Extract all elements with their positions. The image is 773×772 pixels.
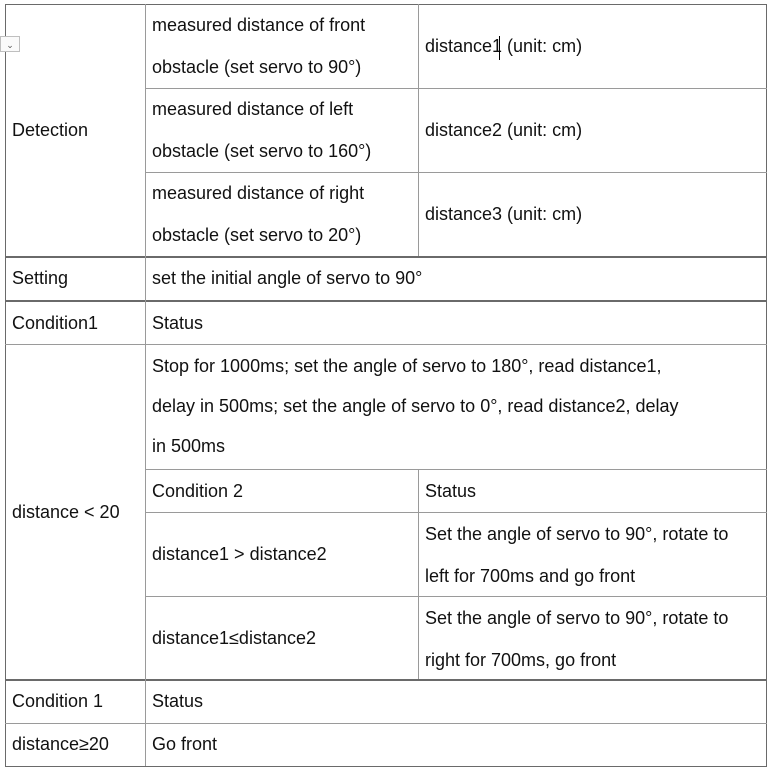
row-divider <box>5 344 767 345</box>
table-move-handle-icon[interactable]: ⌄ <box>0 36 20 52</box>
setting-value: set the initial angle of servo to 90° <box>152 268 423 288</box>
front-variable: distance1 (unit: cm) <box>425 36 583 56</box>
status-line2: left for 700ms and go front <box>425 566 636 586</box>
detection-label: Detection <box>12 120 89 140</box>
condition2-status-header: Status <box>425 481 477 501</box>
front-measure-line2: obstacle (set servo to 90°) <box>152 57 362 77</box>
subcondition-greater-status <box>425 513 728 597</box>
condition1-header-2: Condition 1 <box>12 691 104 711</box>
distance-less-20-label: distance < 20 <box>12 502 120 522</box>
status-header: Status <box>152 313 204 333</box>
right-measure-line2: obstacle (set servo to 20°) <box>152 225 362 245</box>
left-measure-line2: obstacle (set servo to 160°) <box>152 141 372 161</box>
right-variable: distance3 (unit: cm) <box>425 204 583 224</box>
rules-table <box>5 4 767 767</box>
subcondition-lessequal-status <box>425 597 728 681</box>
status-header-2: Status <box>152 691 204 711</box>
column-divider <box>418 469 419 679</box>
distance-ge-20-label: distance≥20 <box>12 734 109 754</box>
condition1-header: Condition1 <box>12 313 99 333</box>
front-measure-line1: measured distance of front <box>152 15 366 35</box>
status-line2: right for 700ms, go front <box>425 650 617 670</box>
action-line2: delay in 500ms; set the angle of servo to 0°, read distance2, delay <box>152 396 679 416</box>
right-measure-line1: measured distance of right <box>152 183 365 203</box>
status-line1: Set the angle of servo to 90°, rotate to <box>425 524 729 544</box>
left-measure-line1: measured distance of left <box>152 99 354 119</box>
subcondition-greater: distance1 > distance2 <box>152 544 327 564</box>
section-divider <box>5 300 767 302</box>
column-divider <box>145 4 146 766</box>
row-divider <box>5 723 767 724</box>
left-variable: distance2 (unit: cm) <box>425 120 583 140</box>
left-measure-cell <box>152 88 412 172</box>
action-line1: Stop for 1000ms; set the angle of servo to 180°, read distance1, <box>152 356 662 376</box>
action-line3: in 500ms <box>152 436 226 456</box>
text-cursor <box>499 36 500 60</box>
subcondition-lessequal: distance1≤distance2 <box>152 628 316 648</box>
condition2-header: Condition 2 <box>152 481 244 501</box>
stop-action-cell <box>152 346 679 466</box>
go-front-value: Go front <box>152 734 218 754</box>
front-measure-cell <box>152 4 412 88</box>
setting-label: Setting <box>12 268 69 288</box>
column-divider <box>418 4 419 256</box>
status-line1: Set the angle of servo to 90°, rotate to <box>425 608 729 628</box>
right-measure-cell <box>152 172 412 256</box>
